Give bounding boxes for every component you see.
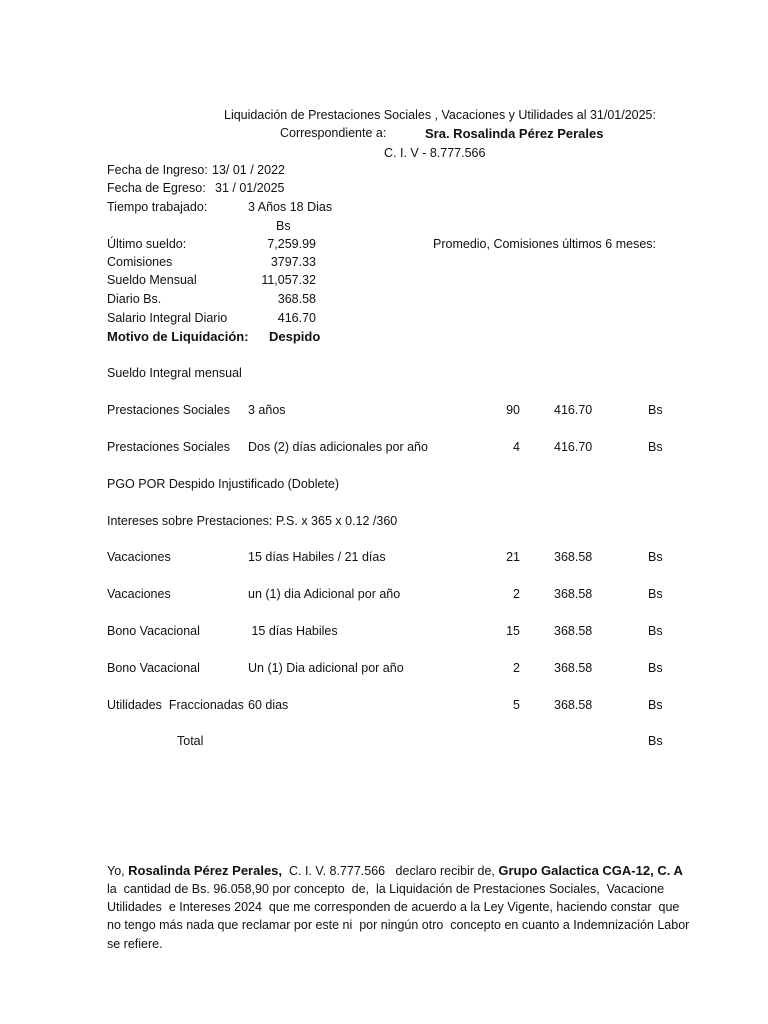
- recipient-name: Sra. Rosalinda Pérez Perales: [425, 126, 604, 141]
- ultimo-sueldo-value: 7,259.99: [267, 237, 316, 251]
- row-days: 15: [506, 624, 520, 638]
- company-name: Grupo Galactica CGA-12, C. A: [498, 863, 683, 878]
- row-concept: Prestaciones Sociales: [107, 403, 230, 417]
- row-concept: Vacaciones: [107, 587, 171, 601]
- row-rate: 368.58: [554, 587, 593, 601]
- row-detail: Un (1) Dia adicional por año: [248, 661, 404, 675]
- row-days: 4: [513, 440, 520, 454]
- comisiones-value: 3797.33: [270, 255, 316, 269]
- motivo-liquidacion-label: Motivo de Liquidación:: [107, 329, 249, 344]
- row-currency: Bs: [648, 661, 663, 675]
- declarant-civ: C. I. V. 8.777.566: [288, 864, 386, 878]
- declaration-line-3: Utilidades e Intereses 2024 que me corresponden de acuerdo a la Ley Vigente, haciendo constar que: [107, 900, 680, 914]
- intereses-heading: Intereses sobre Prestaciones: P.S. x 365 x 0.12 /360: [107, 514, 398, 528]
- fecha-ingreso-label: Fecha de Ingreso:: [107, 163, 208, 177]
- row-rate: 368.58: [554, 661, 593, 675]
- sueldo-mensual-value: 11,057.32: [261, 273, 316, 287]
- declaration-line-4: no tengo más nada que reclamar por este ni por ningún otro concepto en cuanto a Indemnización Labor: [107, 918, 690, 932]
- fecha-ingreso-value: 13/ 01 / 2022: [212, 163, 285, 177]
- row-detail: 3 años: [248, 403, 286, 417]
- row-rate: 368.58: [554, 624, 593, 638]
- comisiones-label: Comisiones: [107, 255, 173, 269]
- row-concept: Prestaciones Sociales: [107, 440, 230, 454]
- tiempo-trabajado-value: 3 Años 18 Dias: [248, 200, 333, 214]
- total-label: Total: [177, 734, 204, 748]
- row-days: 90: [506, 403, 520, 417]
- salario-integral-label: Salario Integral Diario: [107, 311, 228, 325]
- declaration-line-2: la cantidad de Bs. 96.058,90 por concepto de, la Liquidación de Prestaciones Sociales, Vacacione: [107, 882, 665, 896]
- declaration-declaro: declaro recibir de,: [395, 864, 495, 878]
- declaration-line-1: [107, 863, 683, 879]
- row-days: 2: [513, 587, 520, 601]
- row-currency: Bs: [648, 587, 663, 601]
- row-currency: Bs: [648, 440, 663, 454]
- salario-integral-value: 416.70: [277, 311, 316, 325]
- row-concept: Bono Vacacional: [107, 661, 200, 675]
- row-concept: Vacaciones: [107, 550, 171, 564]
- row-rate: 368.58: [554, 550, 593, 564]
- tiempo-trabajado-label: Tiempo trabajado:: [107, 200, 208, 214]
- total-currency: Bs: [648, 734, 663, 748]
- fecha-egreso-label: Fecha de Egreso:: [107, 181, 206, 195]
- diario-label: Diario Bs.: [107, 292, 162, 306]
- sueldo-mensual-label: Sueldo Mensual: [107, 273, 197, 287]
- sueldo-integral-mensual-heading: Sueldo Integral mensual: [107, 366, 242, 380]
- row-currency: Bs: [648, 403, 663, 417]
- row-detail: 60 dias: [248, 698, 289, 712]
- row-rate: 416.70: [554, 440, 593, 454]
- promedio-comisiones-label: Promedio, Comisiones últimos 6 meses:: [433, 237, 656, 251]
- declaration-yo: Yo,: [107, 864, 125, 878]
- row-concept: Utilidades Fraccionadas: [107, 698, 244, 712]
- row-days: 2: [513, 661, 520, 675]
- declarant-name: Rosalinda Pérez Perales,: [128, 863, 283, 878]
- row-detail: 15 días Habiles: [248, 624, 338, 638]
- row-concept: Bono Vacacional: [107, 624, 200, 638]
- row-detail: un (1) dia Adicional por año: [248, 587, 401, 601]
- declaration-line-5: se refiere.: [107, 937, 163, 951]
- fecha-egreso-value: 31 / 01/2025: [215, 181, 285, 195]
- row-currency: Bs: [648, 624, 663, 638]
- pgo-despido-heading: PGO POR Despido Injustificado (Doblete): [107, 477, 340, 491]
- row-detail: Dos (2) días adicionales por año: [248, 440, 428, 454]
- row-rate: 368.58: [554, 698, 593, 712]
- row-currency: Bs: [648, 550, 663, 564]
- row-detail: 15 días Habiles / 21 días: [248, 550, 386, 564]
- recipient-civ: C. I. V - 8.777.566: [384, 146, 486, 160]
- row-rate: 416.70: [554, 403, 593, 417]
- row-days: 5: [513, 698, 520, 712]
- diario-value: 368.58: [277, 292, 316, 306]
- motivo-liquidacion-value: Despido: [269, 329, 321, 344]
- document-title: Liquidación de Prestaciones Sociales , Vacaciones y Utilidades al 31/01/2025:: [224, 108, 656, 122]
- ultimo-sueldo-label: Último sueldo:: [107, 237, 187, 251]
- correspondiente-label: Correspondiente a:: [280, 126, 387, 140]
- row-days: 21: [506, 550, 520, 564]
- currency-header: Bs: [276, 219, 291, 233]
- row-currency: Bs: [648, 698, 663, 712]
